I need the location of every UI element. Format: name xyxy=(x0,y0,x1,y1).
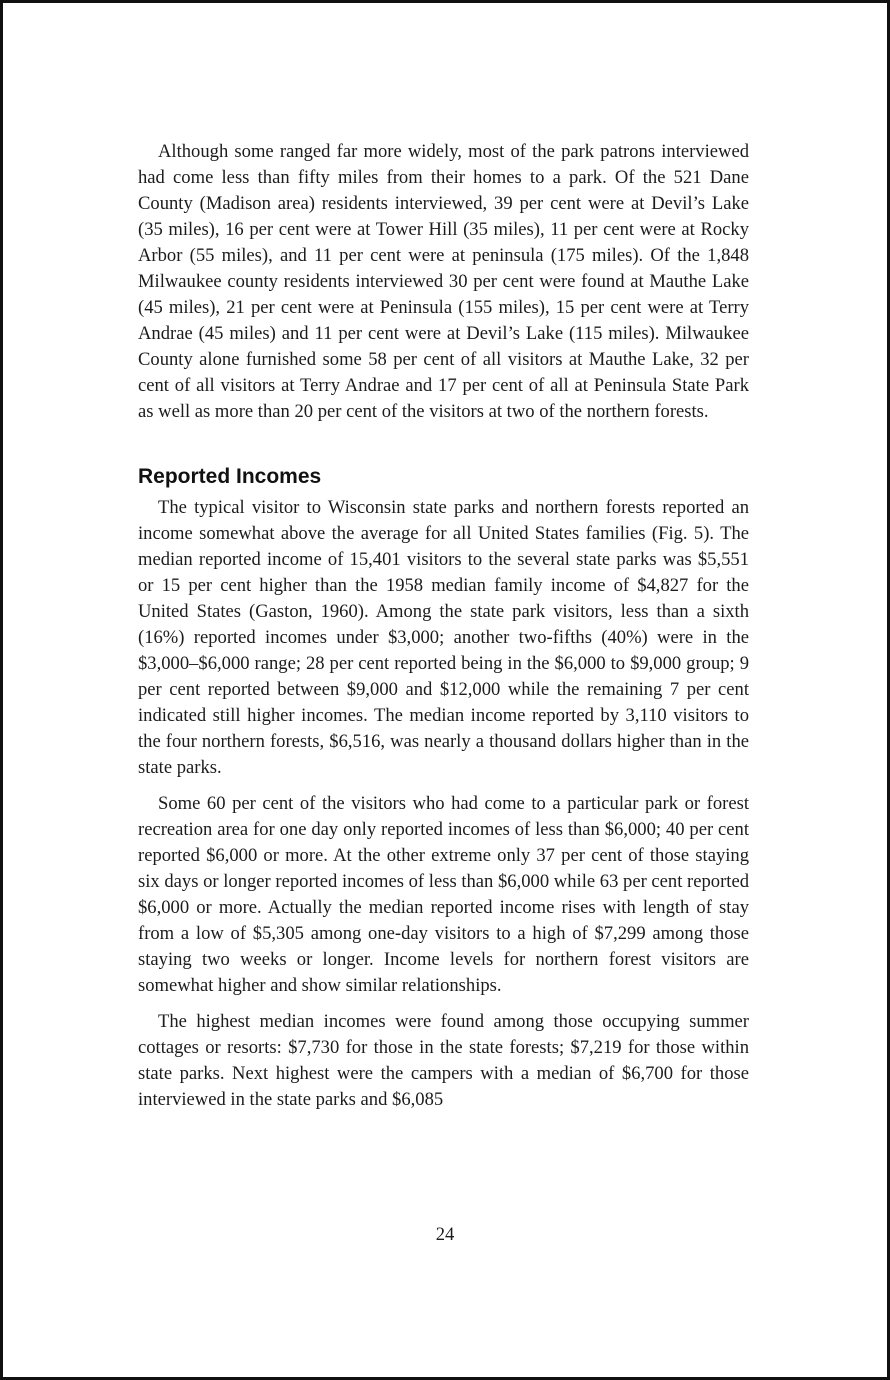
section-heading-reported-incomes: Reported Incomes xyxy=(138,465,322,488)
paragraph-income-by-length-of-stay: Some 60 per cent of the visitors who had come to a particular park or forest recreation area for one day only reported incomes of less than $6,000; 40 per cent reported $6,000 or more. At the other extreme only 37 per cent of those staying six days or longer reported incomes of less than $6,000 while 63 per cent reported $6,000 or more. Actually the median reported income rises with length of stay from a low of $5,305 among one-day visitors to a high of $7,299 among those staying two weeks or longer. Income levels for northern forest visitors are somewhat higher and show similar relationships. xyxy=(138,793,749,996)
page-body xyxy=(138,139,749,1113)
paragraph-park-patron-distances: Although some ranged far more widely, most of the park patrons interviewed had come less than fifty miles from their homes to a park. Of the 521 Dane County (Madison area) residents interviewed, 39 per cent were at Devil’s Lake (35 miles), 16 per cent were at Tower Hill (35 miles), 11 per cent were at Rocky Arbor (55 miles), and 11 per cent were at peninsula (175 miles). Of the 1,848 Milwaukee county residents interviewed 30 per cent were found at Mauthe Lake (45 miles), 21 per cent were at Peninsula (155 miles), 15 per cent were at Terry Andrae (45 miles) and 11 per cent were at Devil’s Lake (115 miles). Milwaukee County alone furnished some 58 per cent of all visitors at Mauthe Lake, 32 per cent of all visitors at Terry Andrae and 17 per cent of all at Peninsula State Park as well as more than 20 per cent of the visitors at two of the northern forests. xyxy=(138,141,749,422)
paragraph-highest-median-incomes: The highest median incomes were found among those occupying summer cottages or resorts: $7,730 for those in the state forests; $7,219 for those within state parks. Next highest were the campers with a median of $6,700 for those interviewed in the state parks and $6,085 xyxy=(138,1011,749,1110)
page-number: 24 xyxy=(435,1224,455,1245)
paragraph-typical-visitor-income: The typical visitor to Wisconsin state parks and northern forests reported an income somewhat above the average for all United States families (Fig. 5). The median reported income of 15,401 visitors to the several state parks was $5,551 or 15 per cent higher than the 1958 median family income of $4,827 for the United States (Gaston, 1960). Among the state park visitors, less than a sixth (16%) reported incomes under $3,000; another two-fifths (40%) were in the $3,000–$6,000 range; 28 per cent reported being in the $6,000 to $9,000 group; 9 per cent reported between $9,000 and $12,000 while the remaining 7 per cent indicated still higher incomes. The median income reported by 3,110 visitors to the four northern forests, $6,516, was nearly a thousand dollars higher than in the state parks. xyxy=(138,497,749,778)
